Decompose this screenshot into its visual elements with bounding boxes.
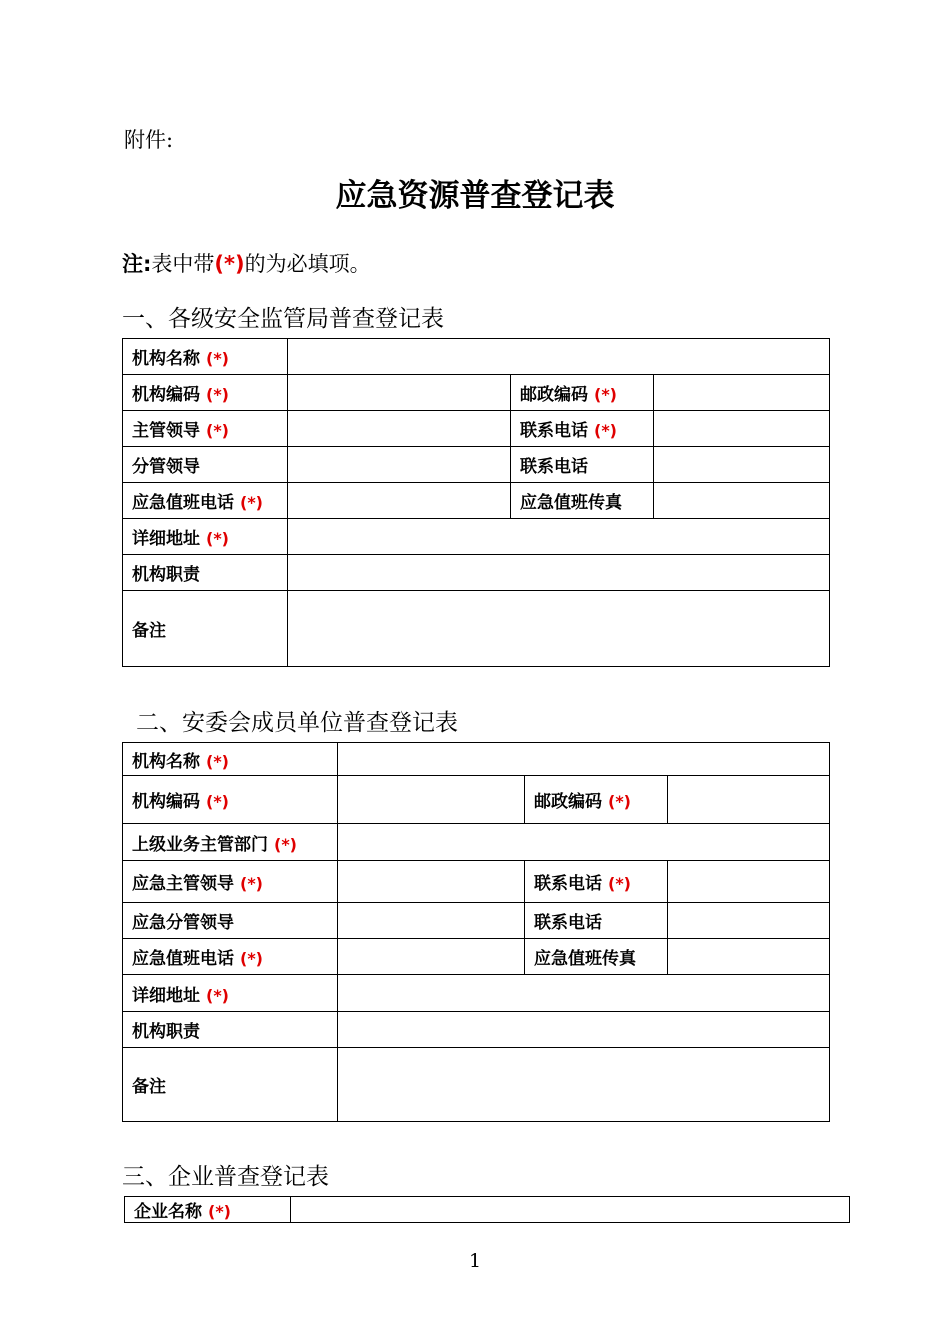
s2-phone2-label: 联系电话 [525,903,668,939]
section2-heading: 二、安委会成员单位普查登记表 [136,710,458,736]
section1-heading: 一、各级安全监管局普查登记表 [122,306,444,332]
s1-phone-field[interactable] [654,411,830,447]
s1-sub-leader-field[interactable] [288,447,511,483]
s2-org-code-label: 机构编码 (*) [123,776,338,824]
s2-phone-label: 联系电话 (*) [525,861,668,903]
s1-address-label: 详细地址 (*) [123,519,288,555]
note-required-mark: (*) [214,252,245,276]
s2-address-label: 详细地址 (*) [123,975,338,1012]
s2-org-name-field[interactable] [338,743,830,776]
s2-duty-phone-label: 应急值班电话 (*) [123,939,338,975]
s2-duties-label: 机构职责 [123,1012,338,1048]
s1-sub-leader-label: 分管领导 [123,447,288,483]
note-prefix: 注: [122,252,152,276]
s2-org-name-label: 机构名称 (*) [123,743,338,776]
section3-table [124,1196,850,1223]
s1-phone2-field[interactable] [654,447,830,483]
s2-duties-field[interactable] [338,1012,830,1048]
s1-remarks-label: 备注 [123,591,288,667]
s2-superior-dept-label: 上级业务主管部门 (*) [123,824,338,861]
s2-duty-fax-field[interactable] [668,939,830,975]
note-text-b: 的为必填项。 [244,252,371,276]
s1-duties-field[interactable] [288,555,830,591]
section3-heading: 三、企业普查登记表 [122,1164,329,1190]
s1-postal-code-label: 邮政编码 (*) [511,375,654,411]
s2-superior-dept-field[interactable] [338,824,830,861]
s1-org-code-field[interactable] [288,375,511,411]
s3-company-name-label: 企业名称 (*) [125,1197,291,1223]
s1-remarks-field[interactable] [288,591,830,667]
s2-sub-leader-label: 应急分管领导 [123,903,338,939]
s1-duty-fax-label: 应急值班传真 [511,483,654,519]
s2-remarks-field[interactable] [338,1048,830,1122]
section1-table [122,338,830,667]
s1-org-name-field[interactable] [288,339,830,375]
page-title: 应急资源普查登记表 [335,178,615,214]
attachment-label: 附件: [124,128,174,152]
s1-duty-phone-label: 应急值班电话 (*) [123,483,288,519]
s2-duty-phone-field[interactable] [338,939,525,975]
s2-phone2-field[interactable] [668,903,830,939]
s2-phone-field[interactable] [668,861,830,903]
s2-remarks-label: 备注 [123,1048,338,1122]
required-note [122,248,371,278]
section2-table [122,742,830,1122]
s1-phone2-label: 联系电话 [511,447,654,483]
s1-address-field[interactable] [288,519,830,555]
s1-org-name-label: 机构名称 (*) [123,339,288,375]
s3-company-name-field[interactable] [291,1197,850,1223]
s1-org-code-label: 机构编码 (*) [123,375,288,411]
s2-main-leader-field[interactable] [338,861,525,903]
s2-postal-code-field[interactable] [668,776,830,824]
s2-sub-leader-field[interactable] [338,903,525,939]
s2-postal-code-label: 邮政编码 (*) [525,776,668,824]
page-number: 1 [468,1250,482,1272]
s1-main-leader-label: 主管领导 (*) [123,411,288,447]
s1-duties-label: 机构职责 [123,555,288,591]
s2-main-leader-label: 应急主管领导 (*) [123,861,338,903]
s1-main-leader-field[interactable] [288,411,511,447]
s1-duty-fax-field[interactable] [654,483,830,519]
s2-duty-fax-label: 应急值班传真 [525,939,668,975]
note-text-a: 表中带 [151,252,215,276]
s2-org-code-field[interactable] [338,776,525,824]
s1-postal-code-field[interactable] [654,375,830,411]
s1-duty-phone-field[interactable] [288,483,511,519]
s2-address-field[interactable] [338,975,830,1012]
s1-phone-label: 联系电话 (*) [511,411,654,447]
